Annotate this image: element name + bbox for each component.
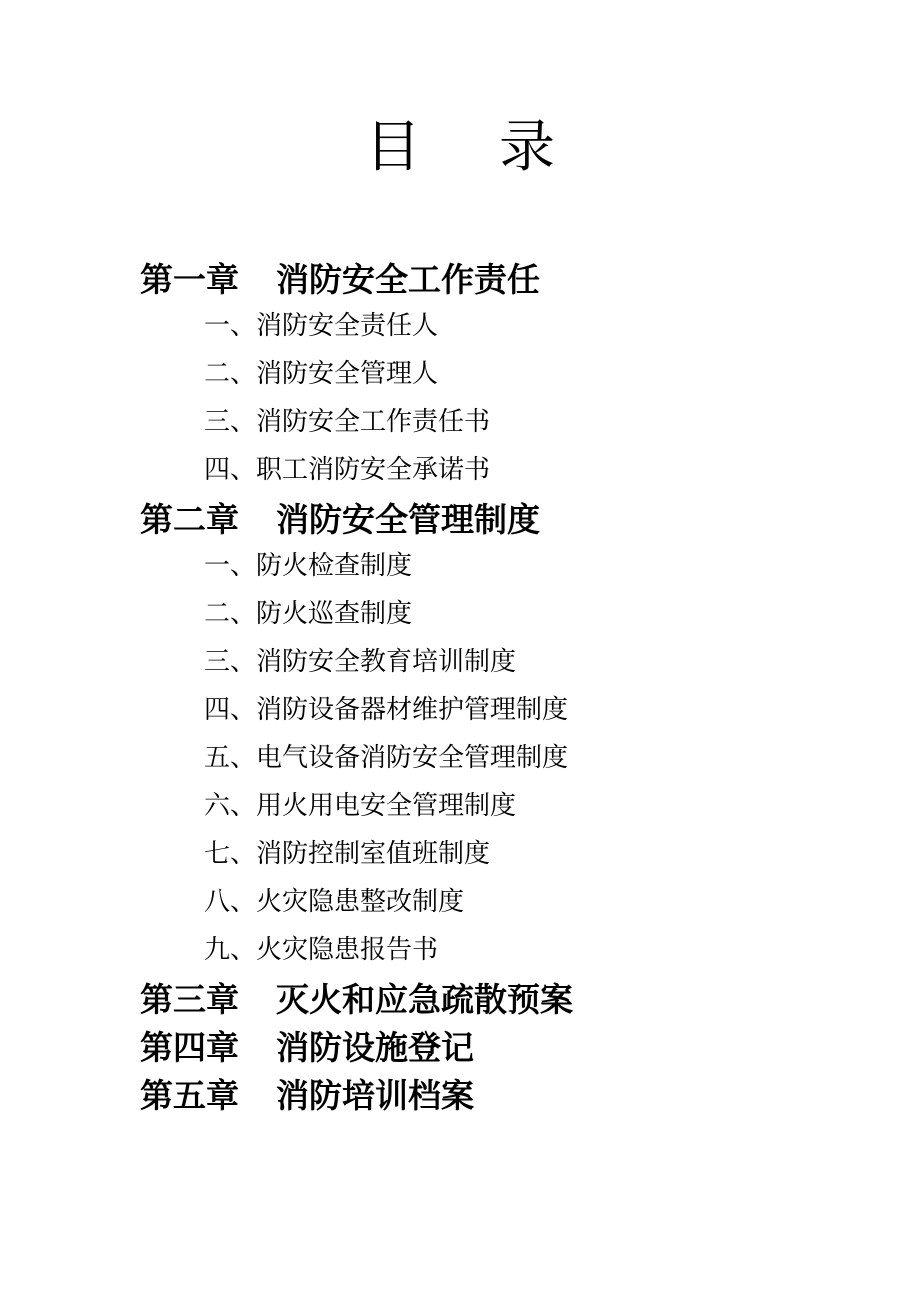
toc-item-label: 二、防火巡查制度	[204, 599, 413, 629]
toc-item-label: 六、用火用电安全管理制度	[204, 791, 517, 821]
toc-chapter-3	[0, 974, 920, 1022]
toc-item-label: 七、消防控制室值班制度	[204, 839, 491, 869]
chapter-number: 第三章	[140, 980, 239, 1019]
toc-chapter-5	[0, 1070, 920, 1118]
chapter-name: 消防设施登记	[276, 1028, 474, 1067]
chapter-name: 消防安全工作责任	[276, 260, 540, 299]
toc-item-label: 四、消防设备器材维护管理制度	[204, 695, 569, 725]
chapter-number: 第四章	[140, 1028, 239, 1067]
toc-item-label: 四、职工消防安全承诺书	[204, 455, 491, 485]
toc-item-label: 三、消防安全教育培训制度	[204, 647, 517, 677]
toc-item	[0, 734, 920, 782]
toc-item-label: 五、电气设备消防安全管理制度	[204, 743, 569, 773]
toc-item	[0, 350, 920, 398]
chapter-name: 消防培训档案	[276, 1076, 474, 1115]
toc-item	[0, 542, 920, 590]
toc-item	[0, 398, 920, 446]
title-char-1: 目	[365, 115, 421, 180]
toc-item-label: 八、火灾隐患整改制度	[204, 887, 465, 917]
chapter-number: 第二章	[140, 500, 239, 539]
toc-item	[0, 926, 920, 974]
toc-chapter-4	[0, 1022, 920, 1070]
toc-item	[0, 302, 920, 350]
toc-chapter-2	[0, 494, 920, 542]
title-char-2: 录	[499, 115, 555, 180]
toc-item	[0, 878, 920, 926]
chapter-number: 第五章	[140, 1076, 239, 1115]
chapter-name: 灭火和应急疏散预案	[276, 980, 573, 1019]
toc-item	[0, 590, 920, 638]
page-title	[0, 112, 920, 184]
toc-item-label: 三、消防安全工作责任书	[204, 407, 491, 437]
toc-item	[0, 686, 920, 734]
toc-item-label: 九、火灾隐患报告书	[204, 935, 439, 965]
toc-item	[0, 830, 920, 878]
toc-item	[0, 782, 920, 830]
chapter-number: 第一章	[140, 260, 239, 299]
toc-item-label: 二、消防安全管理人	[204, 359, 439, 389]
table-of-contents	[0, 254, 920, 1118]
toc-item	[0, 638, 920, 686]
toc-item-label: 一、防火检查制度	[204, 551, 413, 581]
toc-item	[0, 446, 920, 494]
chapter-name: 消防安全管理制度	[276, 500, 540, 539]
toc-chapter-1	[0, 254, 920, 302]
toc-item-label: 一、消防安全责任人	[204, 311, 439, 341]
